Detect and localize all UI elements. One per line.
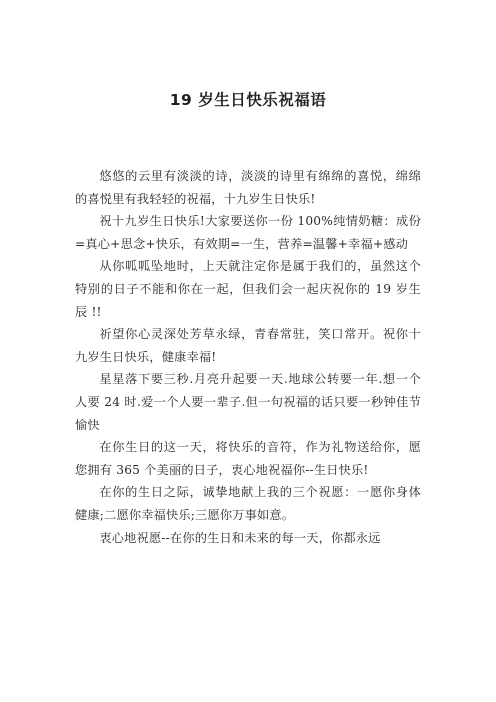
paragraph: 从你呱呱坠地时，上天就注定你是属于我们的，虽然这个特别的日子不能和你在一起，但我们会一起庆祝你的 19 岁生辰 !! [75, 259, 421, 319]
paragraph: 星星落下要三秒.月亮升起要一天.地球公转要一年.想一个人要 24 时.爱一个人要一辈子.但一句祝福的话只要一秒钟佳节愉快 [75, 372, 421, 432]
document-title: 19 岁生日快乐祝福语 [169, 91, 327, 109]
paragraph: 在你生日的这一天，将快乐的音符，作为礼物送给你，愿您拥有 365 个美丽的日子，衷心地祝福你--生日快乐! [75, 440, 421, 477]
paragraph: 在你的生日之际，诚挚地献上我的三个祝愿：一愿你身体健康;二愿你幸福快乐;三愿你万事如意。 [75, 485, 421, 522]
paragraph: 祈望你心灵深处芳草永绿，青春常驻，笑口常开。祝你十九岁生日快乐，健康幸福! [75, 327, 421, 364]
paragraph: 衷心地祝愿--在你的生日和未来的每一天，你都永远 [99, 530, 381, 545]
document-body [75, 165, 421, 549]
paragraph: 祝十九岁生日快乐!大家要送你一份 100%纯情奶糖：成份=真心+思念+快乐，有效期=一生，营养=温馨+幸福+感动 [75, 214, 421, 251]
paragraph: 悠悠的云里有淡淡的诗，淡淡的诗里有绵绵的喜悦，绵绵的喜悦里有我轻轻的祝福，十九岁生日快乐! [75, 169, 421, 206]
